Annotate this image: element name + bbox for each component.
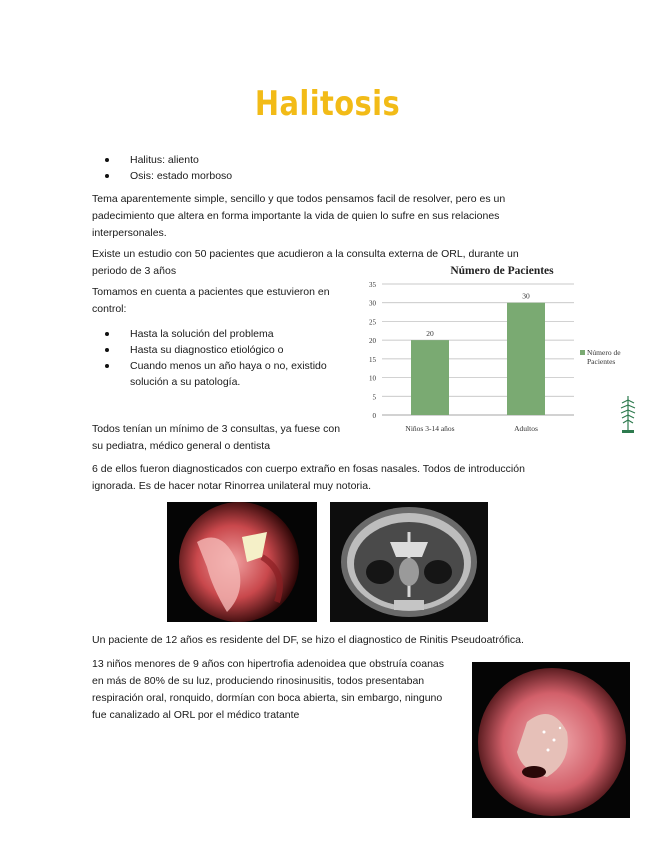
definition-list	[92, 152, 392, 184]
chart-x-ticks	[405, 424, 538, 433]
list-item: Cuando menos un año haya o no, existido solución a su patología.	[92, 358, 354, 390]
page-title: Halitosis	[254, 84, 401, 124]
y-tick-label: 0	[372, 412, 376, 420]
criteria-intro: Tomamos en cuenta a pacientes que estuvieron en control:	[92, 286, 330, 315]
chart-bar	[411, 340, 449, 415]
list-item: Halitus: aliento	[92, 152, 392, 168]
ct-scan-image	[330, 502, 488, 622]
legend-swatch	[580, 350, 585, 355]
rhinitis-paragraph: Un paciente de 12 años es residente del DF, se hizo el diagnostico de Rinitis Pseudoatrófica.	[92, 634, 524, 646]
endoscopy-photo-2	[472, 662, 630, 818]
x-tick-label: Niños 3-14 años	[405, 424, 455, 433]
endoscopy-photo-1	[167, 502, 317, 622]
intro-paragraph: Tema aparentemente simple, sencillo y que todos pensamos facil de resolver, pero es un padecimiento que altera en forma importante la vida de quien lo sufre en sus relaciones interpersonales.	[92, 193, 506, 239]
study-paragraph: Existe un estudio con 50 pacientes que acudieron a la consulta externa de ORL, durante un periodo de 3 años	[92, 248, 519, 277]
criteria-list	[92, 326, 354, 390]
y-tick-label: 30	[369, 299, 376, 308]
data-label: 20	[426, 329, 434, 339]
chart-title: Número de Pacientes	[450, 265, 554, 277]
list-item: Hasta la solución del problema	[92, 326, 354, 342]
x-tick-label: Adultos	[514, 424, 538, 433]
chart-grid	[382, 284, 574, 415]
chart-y-ticks	[369, 281, 377, 420]
list-item: Hasta su diagnostico etiológico o	[92, 342, 354, 358]
legend-label: Número de Pacientes	[587, 348, 621, 366]
y-tick-label: 15	[369, 355, 376, 364]
y-tick-label: 10	[369, 374, 376, 383]
y-tick-label: 20	[369, 337, 376, 346]
adenoid-paragraph: 13 niños menores de 9 años con hipertrofia adenoidea que obstruía coanas en más de 80% de su luz, produciendo rinosinusitis, todos presentaban respiración oral, ronquido, dormían con boca abierta, sin embargo, ninguno fue canalizado al ORL por el médico tratante	[92, 658, 444, 721]
list-item: Osis: estado morboso	[92, 168, 392, 184]
data-label: 30	[522, 291, 530, 301]
patients-chart	[352, 262, 648, 442]
consults-paragraph: Todos tenían un mínimo de 3 consultas, ya fuese con su pediatra, médico general o dentista	[92, 423, 341, 452]
foreign-body-paragraph: 6 de ellos fueron diagnosticados con cuerpo extraño en fosas nasales. Todos de introducción ignorada. Es de hacer notar Rinorrea unilateral muy notoria.	[92, 463, 525, 492]
chart-bar	[507, 303, 545, 415]
y-tick-label: 5	[372, 393, 376, 402]
fern-logo-icon	[619, 392, 637, 436]
y-tick-label: 35	[369, 281, 376, 289]
y-tick-label: 25	[369, 318, 376, 327]
